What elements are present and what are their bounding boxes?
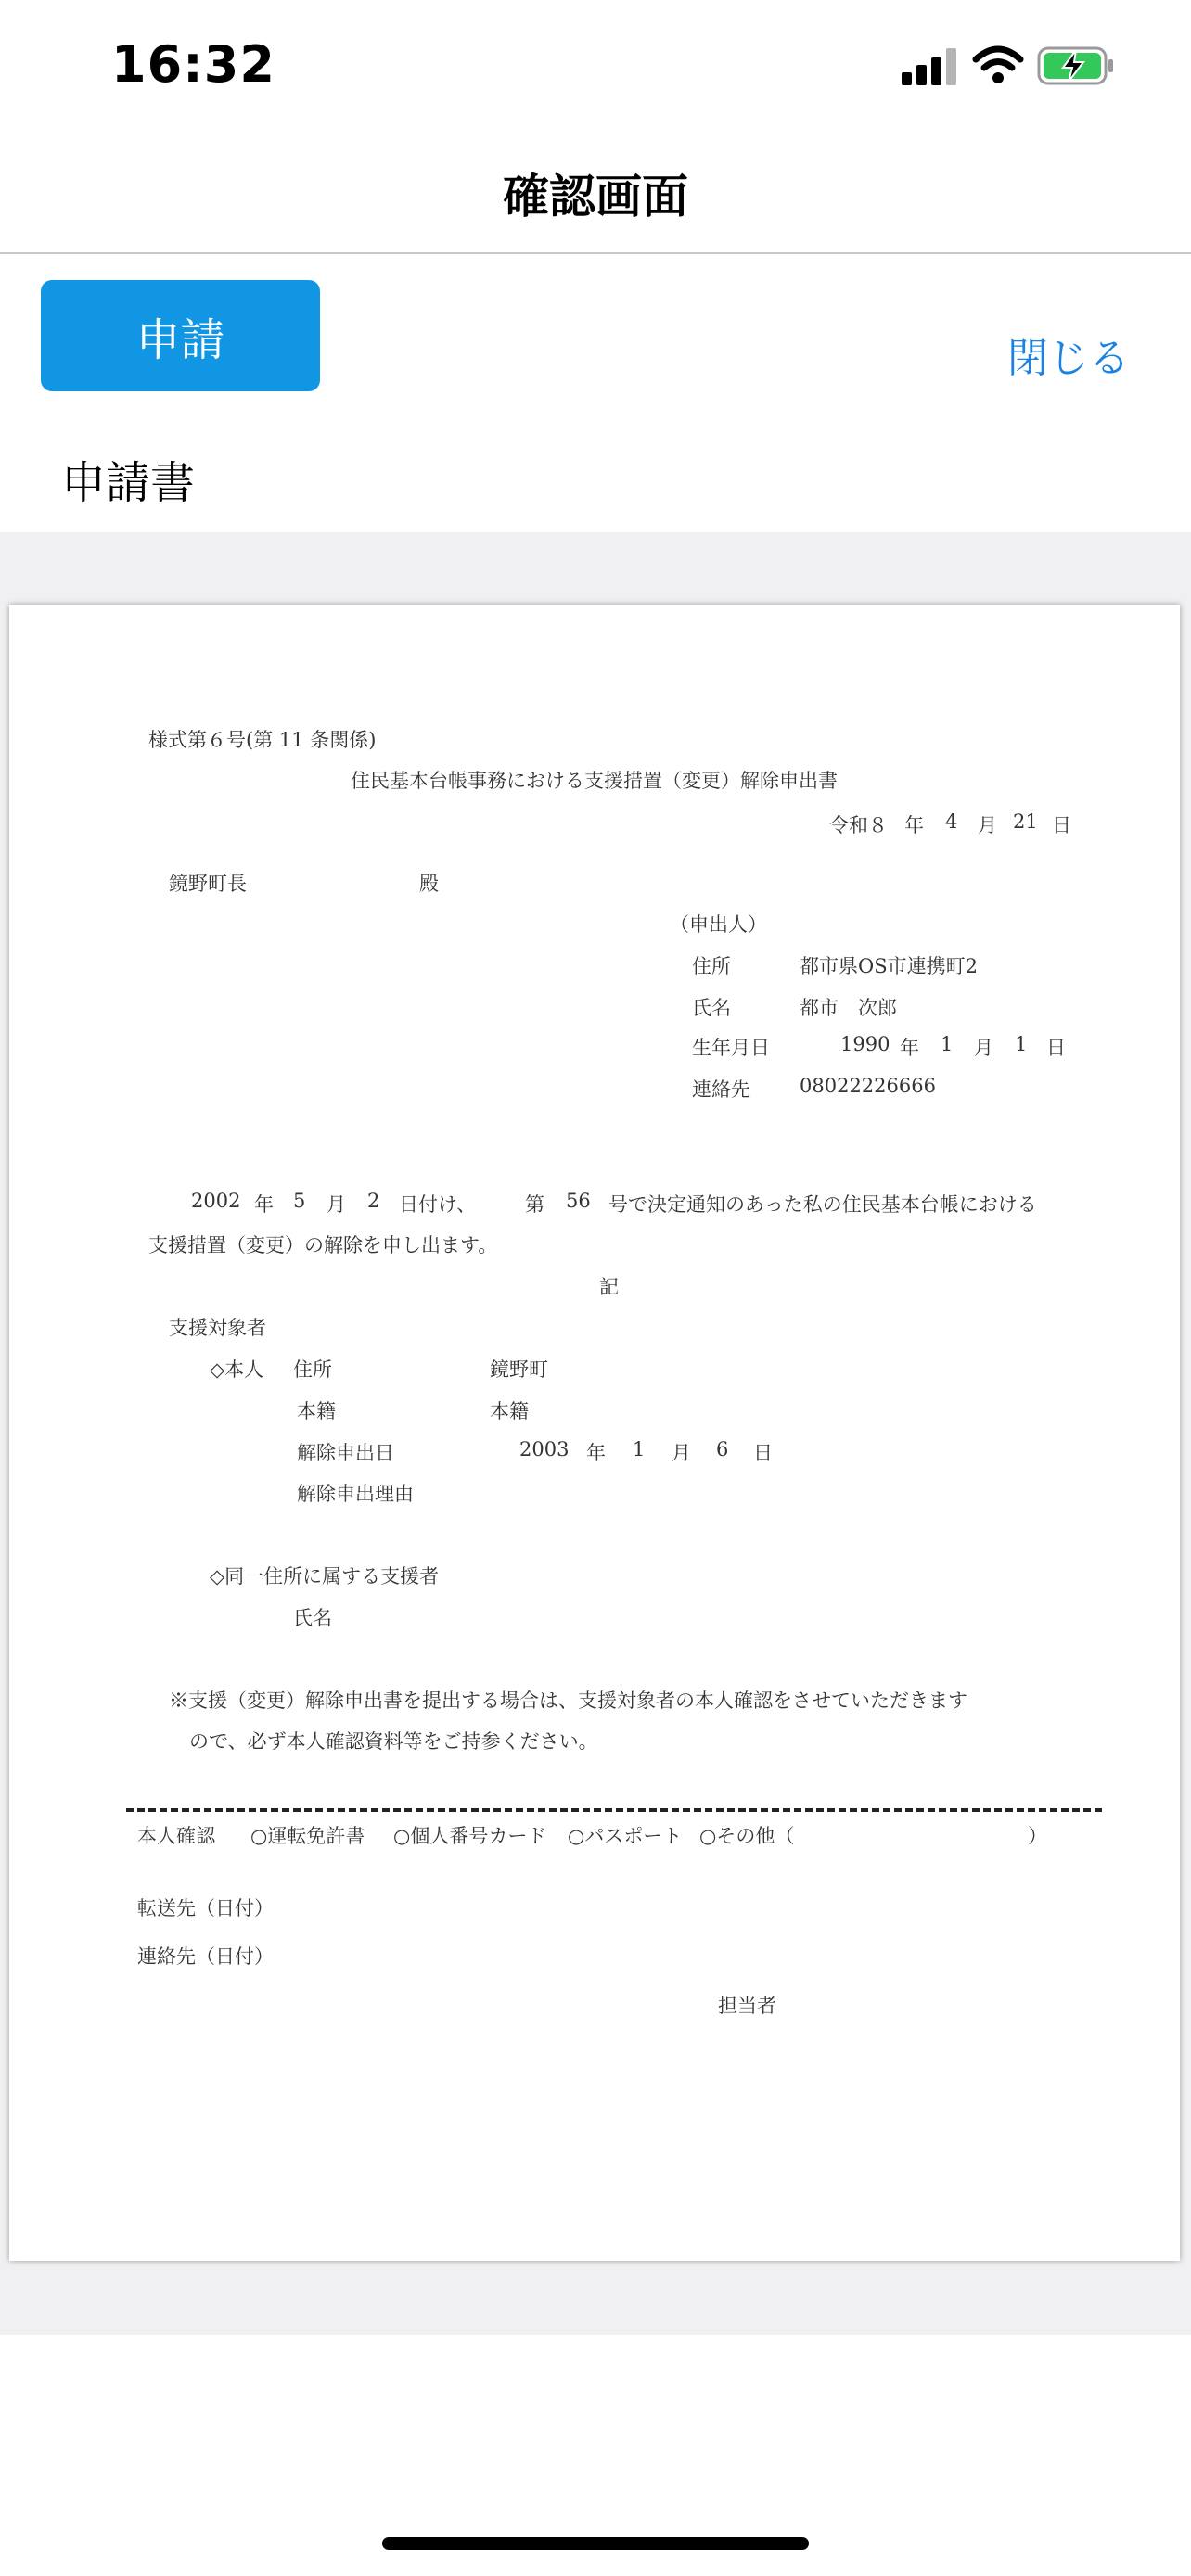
identity-label: 本人確認 — [137, 1825, 215, 1847]
request-day-unit: 日 — [753, 1442, 773, 1464]
close-button[interactable]: 閉じる — [1007, 335, 1130, 382]
identity-option-license: ○運転免許書 — [250, 1825, 365, 1847]
body-day: 2 — [367, 1190, 380, 1212]
birth-month-unit: 月 — [974, 1037, 993, 1059]
note-line-1: ※支援（変更）解除申出書を提出する場合は、支援対象者の本人確認をさせていただきます — [169, 1690, 967, 1712]
self-address: 鏡野町 — [490, 1358, 548, 1381]
document-title: 住民基本台帳事務における支援措置（変更）解除申出書 — [351, 770, 838, 792]
self-domicile-label: 本籍 — [297, 1400, 336, 1422]
body-year-unit: 年 — [254, 1193, 274, 1216]
applicant-contact: 08022226666 — [800, 1075, 936, 1097]
request-date-label: 解除申出日 — [297, 1442, 394, 1464]
applicant-name-label: 氏名 — [692, 997, 731, 1019]
date-month-unit: 月 — [978, 814, 997, 836]
birth-day-unit: 日 — [1046, 1037, 1066, 1059]
cellular-signal-icon — [902, 48, 957, 85]
body-month-unit: 月 — [327, 1193, 346, 1216]
body-line2: 支援措置（変更）の解除を申し出ます。 — [148, 1234, 498, 1256]
birth-day: 1 — [1015, 1033, 1028, 1055]
nav-divider — [0, 252, 1191, 254]
applicant-birth-label: 生年月日 — [692, 1037, 770, 1059]
applicant-label: （申出人） — [670, 913, 767, 936]
addressee: 鏡野町長 — [169, 873, 247, 895]
date-day-unit: 日 — [1052, 814, 1071, 836]
applicant-address: 都市県OS市連携町2 — [800, 955, 978, 977]
request-year-unit: 年 — [586, 1442, 606, 1464]
page-title: 確認画面 — [503, 170, 688, 223]
body-no-prefix: 第 — [525, 1193, 544, 1216]
request-day: 6 — [716, 1438, 729, 1460]
staff-label: 担当者 — [718, 1995, 776, 2017]
date-day: 21 — [1013, 810, 1038, 833]
self-address-label: 住所 — [293, 1358, 332, 1381]
wifi-icon — [972, 45, 1024, 85]
identity-close-paren: ） — [1028, 1825, 1047, 1847]
birth-year-unit: 年 — [900, 1037, 919, 1059]
honorific: 殿 — [419, 873, 439, 895]
cut-line — [126, 1808, 1102, 1812]
request-year: 2003 — [519, 1438, 570, 1460]
identity-option-other: ○その他（ — [699, 1825, 795, 1847]
document-page — [9, 605, 1180, 2261]
forward-label: 転送先（日付） — [137, 1897, 274, 1919]
self-marker: ◇本人 — [210, 1358, 264, 1381]
identity-option-passport: ○パスポート — [568, 1825, 683, 1847]
date-month: 4 — [945, 810, 958, 833]
body-number: 56 — [566, 1190, 591, 1212]
self-domicile: 本籍 — [490, 1400, 529, 1422]
birth-year: 1990 — [840, 1033, 890, 1055]
section-heading: 申請書 — [61, 457, 196, 509]
cohabitant-name-label: 氏名 — [293, 1607, 332, 1629]
request-month-unit: 月 — [672, 1442, 691, 1464]
contact-date-label: 連絡先（日付） — [137, 1945, 274, 1968]
applicant-address-label: 住所 — [692, 955, 731, 977]
date-year-unit: 年 — [904, 814, 924, 836]
reason-label: 解除申出理由 — [297, 1483, 414, 1505]
body-day-suffix: 日付け、 — [399, 1193, 477, 1216]
form-number: 様式第６号(第 11 条関係) — [148, 729, 377, 751]
cohabitant-marker: ◇同一住所に属する支援者 — [210, 1565, 440, 1588]
target-heading: 支援対象者 — [169, 1317, 266, 1339]
status-time: 16:32 — [111, 35, 275, 94]
request-month: 1 — [633, 1438, 646, 1460]
body-year: 2002 — [191, 1190, 241, 1212]
body-line1-rest: 号で決定通知のあった私の住民基本台帳における — [608, 1193, 1037, 1216]
ki-mark: 記 — [599, 1276, 619, 1298]
applicant-name: 都市 次郎 — [800, 997, 897, 1019]
home-indicator[interactable] — [382, 2537, 809, 2550]
body-month: 5 — [293, 1190, 306, 1212]
identity-option-mynumber: ○個人番号カード — [393, 1825, 547, 1847]
date-era: 令和８ — [829, 814, 888, 836]
apply-button[interactable]: 申請 — [41, 280, 320, 391]
birth-month: 1 — [941, 1033, 954, 1055]
applicant-contact-label: 連絡先 — [692, 1078, 750, 1101]
battery-charging-icon — [1037, 46, 1115, 85]
note-line-2: ので、必ず本人確認資料等をご持参ください。 — [189, 1730, 598, 1753]
